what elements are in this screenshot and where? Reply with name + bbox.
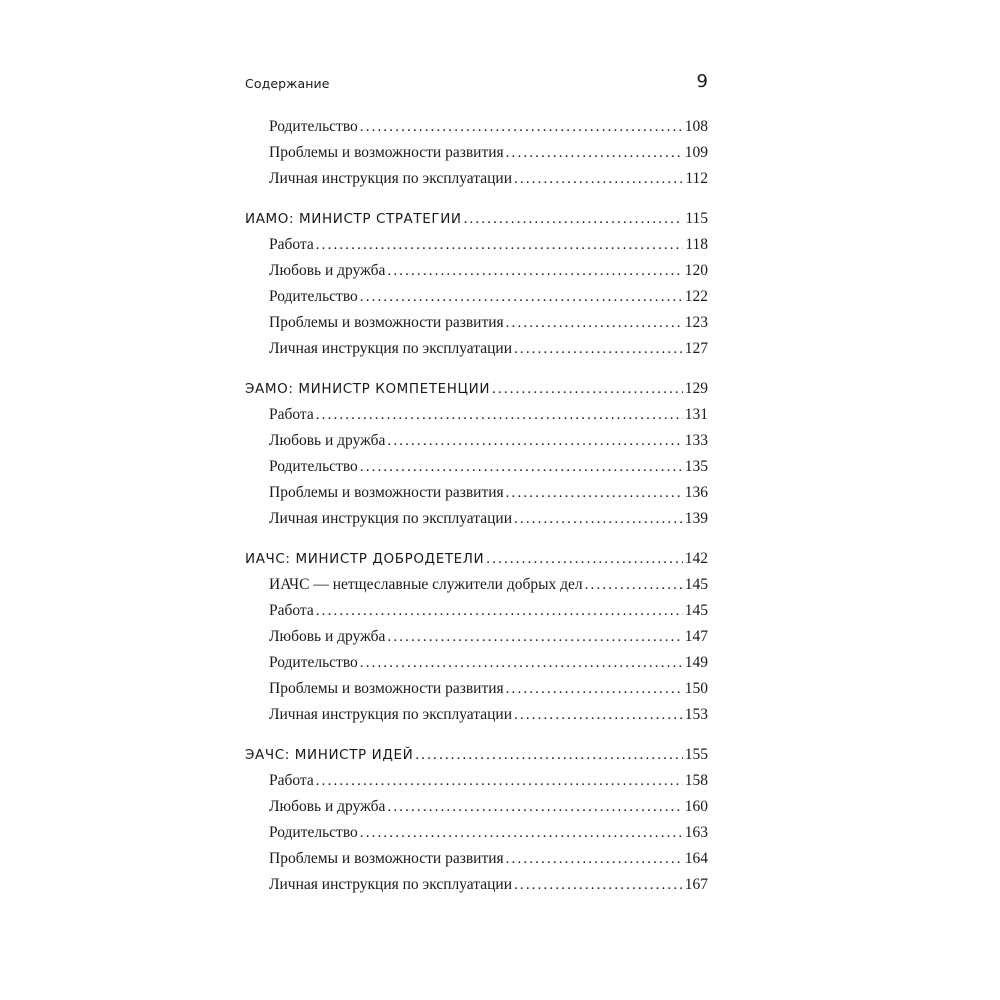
- subsection-page-number: 153: [684, 706, 708, 723]
- subsection-page-number: 158: [684, 772, 708, 789]
- chapter-title: ИАМО: МИНИСТР СТРАТЕГИИ: [245, 211, 462, 227]
- dot-leader: [506, 676, 683, 702]
- dot-leader: [360, 284, 683, 310]
- toc-subsection-entry[interactable]: [245, 624, 708, 650]
- chapter-title: ИАЧС: МИНИСТР ДОБРОДЕТЕЛИ: [245, 551, 485, 567]
- toc-subsection-entry[interactable]: [245, 572, 708, 598]
- subsection-title: Родительство: [269, 654, 358, 671]
- dot-leader: [316, 598, 683, 624]
- chapter-page-number: 115: [685, 210, 708, 227]
- subsection-page-number: 127: [684, 340, 708, 357]
- toc-subsection-entry[interactable]: [245, 454, 708, 480]
- dot-leader: [486, 546, 682, 572]
- subsection-page-number: 133: [684, 432, 708, 449]
- subsection-page-number: 145: [684, 576, 708, 593]
- dot-leader: [387, 794, 682, 820]
- subsection-title: Любовь и дружба: [269, 628, 386, 645]
- subsection-title: Родительство: [269, 458, 358, 475]
- subsection-page-number: 135: [684, 458, 708, 475]
- dot-leader: [387, 258, 682, 284]
- dot-leader: [464, 206, 684, 232]
- dot-leader: [514, 702, 683, 728]
- toc-subsection-entry[interactable]: [245, 310, 708, 336]
- dot-leader: [415, 742, 682, 768]
- table-of-contents: [245, 114, 708, 912]
- toc-subsection-entry[interactable]: [245, 428, 708, 454]
- toc-subsection-entry[interactable]: [245, 166, 708, 192]
- chapter-title: ЭАЧС: МИНИСТР ИДЕЙ: [245, 747, 414, 763]
- dot-leader: [506, 310, 683, 336]
- dot-leader: [360, 454, 683, 480]
- toc-section: [245, 742, 708, 898]
- subsection-page-number: 112: [685, 170, 708, 187]
- toc-subsection-entry[interactable]: [245, 650, 708, 676]
- subsection-page-number: 120: [684, 262, 708, 279]
- toc-subsection-entry[interactable]: [245, 506, 708, 532]
- toc-chapter-entry[interactable]: [245, 742, 708, 768]
- subsection-title: Любовь и дружба: [269, 262, 386, 279]
- toc-subsection-entry[interactable]: [245, 820, 708, 846]
- chapter-page-number: 155: [684, 746, 708, 763]
- subsection-title: Работа: [269, 602, 314, 619]
- toc-subsection-entry[interactable]: [245, 846, 708, 872]
- subsection-page-number: 131: [684, 406, 708, 423]
- subsection-page-number: 122: [684, 288, 708, 305]
- toc-subsection-entry[interactable]: [245, 872, 708, 898]
- dot-leader: [514, 336, 683, 362]
- dot-leader: [492, 376, 683, 402]
- dot-leader: [506, 846, 683, 872]
- dot-leader: [360, 114, 683, 140]
- subsection-page-number: 147: [684, 628, 708, 645]
- subsection-page-number: 149: [684, 654, 708, 671]
- subsection-title: Проблемы и возможности развития: [269, 144, 504, 161]
- subsection-page-number: 167: [684, 876, 708, 893]
- toc-chapter-entry[interactable]: [245, 376, 708, 402]
- dot-leader: [506, 480, 683, 506]
- subsection-title: Работа: [269, 772, 314, 789]
- subsection-page-number: 123: [684, 314, 708, 331]
- subsection-page-number: 108: [684, 118, 708, 135]
- subsection-title: Проблемы и возможности развития: [269, 680, 504, 697]
- dot-leader: [316, 768, 683, 794]
- toc-chapter-entry[interactable]: [245, 206, 708, 232]
- toc-section: [245, 206, 708, 362]
- subsection-title: ИАЧС — нетщеславные служители добрых дел: [269, 576, 583, 593]
- page-number: 9: [696, 71, 708, 92]
- dot-leader: [514, 166, 683, 192]
- dot-leader: [360, 650, 683, 676]
- toc-subsection-entry[interactable]: [245, 768, 708, 794]
- subsection-page-number: 163: [684, 824, 708, 841]
- subsection-title: Личная инструкция по эксплуатации: [269, 706, 513, 723]
- subsection-title: Работа: [269, 236, 314, 253]
- toc-subsection-entry[interactable]: [245, 258, 708, 284]
- dot-leader: [316, 232, 684, 258]
- dot-leader: [360, 820, 683, 846]
- subsection-title: Родительство: [269, 118, 358, 135]
- subsection-page-number: 164: [684, 850, 708, 867]
- toc-section: [245, 376, 708, 532]
- toc-subsection-entry[interactable]: [245, 480, 708, 506]
- toc-subsection-entry[interactable]: [245, 284, 708, 310]
- subsection-title: Личная инструкция по эксплуатации: [269, 340, 513, 357]
- subsection-title: Проблемы и возможности развития: [269, 850, 504, 867]
- subsection-page-number: 109: [684, 144, 708, 161]
- subsection-page-number: 139: [684, 510, 708, 527]
- subsection-page-number: 145: [684, 602, 708, 619]
- toc-chapter-entry[interactable]: [245, 546, 708, 572]
- dot-leader: [387, 624, 682, 650]
- dot-leader: [585, 572, 683, 598]
- subsection-page-number: 160: [684, 798, 708, 815]
- toc-section: [245, 114, 708, 192]
- subsection-title: Личная инструкция по эксплуатации: [269, 510, 513, 527]
- subsection-title: Личная инструкция по эксплуатации: [269, 170, 513, 187]
- dot-leader: [514, 872, 683, 898]
- subsection-page-number: 118: [685, 236, 708, 253]
- subsection-page-number: 150: [684, 680, 708, 697]
- dot-leader: [387, 428, 682, 454]
- subsection-title: Родительство: [269, 824, 358, 841]
- toc-subsection-entry[interactable]: [245, 140, 708, 166]
- subsection-page-number: 136: [684, 484, 708, 501]
- toc-section: [245, 546, 708, 728]
- toc-subsection-entry[interactable]: [245, 232, 708, 258]
- toc-subsection-entry[interactable]: [245, 336, 708, 362]
- toc-subsection-entry[interactable]: [245, 114, 708, 140]
- subsection-title: Проблемы и возможности развития: [269, 314, 504, 331]
- subsection-title: Работа: [269, 406, 314, 423]
- toc-subsection-entry[interactable]: [245, 794, 708, 820]
- running-head: Содержание: [245, 76, 330, 91]
- subsection-title: Родительство: [269, 288, 358, 305]
- dot-leader: [506, 140, 683, 166]
- subsection-title: Личная инструкция по эксплуатации: [269, 876, 513, 893]
- chapter-title: ЭАМО: МИНИСТР КОМПЕТЕНЦИИ: [245, 381, 491, 397]
- chapter-page-number: 129: [684, 380, 708, 397]
- toc-subsection-entry[interactable]: [245, 702, 708, 728]
- dot-leader: [316, 402, 683, 428]
- toc-subsection-entry[interactable]: [245, 598, 708, 624]
- toc-subsection-entry[interactable]: [245, 402, 708, 428]
- toc-subsection-entry[interactable]: [245, 676, 708, 702]
- subsection-title: Любовь и дружба: [269, 432, 386, 449]
- subsection-title: Любовь и дружба: [269, 798, 386, 815]
- dot-leader: [514, 506, 683, 532]
- chapter-page-number: 142: [684, 550, 708, 567]
- subsection-title: Проблемы и возможности развития: [269, 484, 504, 501]
